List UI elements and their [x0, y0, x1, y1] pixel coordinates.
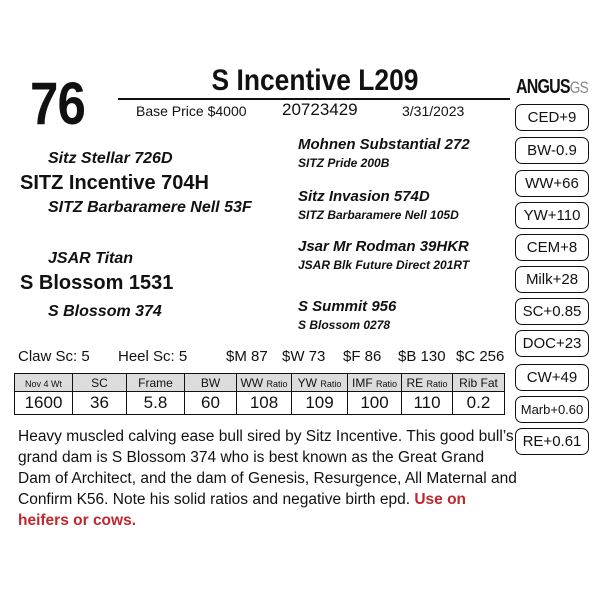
- header-cell: IMF Ratio: [348, 374, 402, 392]
- dam-dam-dam: S Blossom 0278: [298, 318, 391, 332]
- m-index: $M 87: [226, 348, 268, 365]
- value-cell: 108: [237, 392, 292, 415]
- scores-row: [18, 348, 508, 368]
- heel-score: Heel Sc: 5: [118, 348, 188, 365]
- birth-date: 3/31/2023: [402, 103, 465, 119]
- header-cell: BW: [185, 374, 237, 392]
- header-cell: YW Ratio: [292, 374, 348, 392]
- value-cell: 1600: [15, 392, 73, 415]
- registration-number: 20723429: [282, 100, 358, 119]
- epd-yw: YW+110: [515, 202, 589, 229]
- value-cell: 5.8: [127, 392, 185, 415]
- sire: SITZ Incentive 704H: [20, 172, 209, 194]
- lot-number: 76: [30, 70, 86, 137]
- epd-milk: Milk+28: [515, 266, 589, 293]
- angus-gs-logo: ANGUSGS: [516, 76, 588, 98]
- sire-sire-dam: SITZ Pride 200B: [298, 156, 390, 170]
- performance-header-row: [15, 374, 505, 392]
- epd-marb: Marb+0.60: [515, 396, 589, 423]
- f-index: $F 86: [343, 348, 382, 365]
- epd-cw: CW+49: [515, 364, 589, 391]
- header-cell: Frame: [127, 374, 185, 392]
- value-cell: 109: [292, 392, 348, 415]
- header-cell: WW Ratio: [237, 374, 292, 392]
- header-cell: Nov 4 Wt: [15, 374, 73, 392]
- value-cell: 110: [402, 392, 453, 415]
- description-emphasis: Use on heifers or cows.: [18, 491, 467, 529]
- epd-ww: WW+66: [515, 170, 589, 197]
- sire-sire: Sitz Stellar 726D: [48, 150, 173, 167]
- performance-table: [14, 373, 505, 415]
- w-index: $W 73: [282, 348, 326, 365]
- dam-sire-sire: Jsar Mr Rodman 39HKR: [298, 238, 469, 255]
- sire-dam-dam: SITZ Barbaramere Nell 105D: [298, 208, 459, 222]
- epd-bw: BW-0.9: [515, 137, 589, 164]
- epd-cem: CEM+8: [515, 234, 589, 261]
- value-cell: 100: [348, 392, 402, 415]
- performance-value-row: [15, 392, 505, 415]
- description: [18, 426, 518, 531]
- epd-re: RE+0.61: [515, 428, 589, 455]
- value-cell: 0.2: [453, 392, 505, 415]
- sire-sire-sire: Mohnen Substantial 272: [298, 136, 470, 153]
- dam: S Blossom 1531: [20, 272, 174, 294]
- c-index: $C 256: [456, 348, 505, 365]
- epd-doc: DOC+23: [515, 330, 589, 357]
- animal-name: S Incentive L209: [211, 64, 419, 97]
- value-cell: 60: [185, 392, 237, 415]
- claw-score: Claw Sc: 5: [18, 348, 90, 365]
- b-index: $B 130: [398, 348, 446, 365]
- dam-dam-sire: S Summit 956: [298, 298, 397, 315]
- sire-dam: SITZ Barbaramere Nell 53F: [48, 199, 252, 216]
- header-cell: SC: [73, 374, 127, 392]
- epd-ced: CED+9: [515, 104, 589, 131]
- sire-dam-sire: Sitz Invasion 574D: [298, 188, 430, 205]
- base-price: Base Price $4000: [136, 103, 247, 119]
- dam-dam: S Blossom 374: [48, 303, 162, 320]
- header-cell: Rib Fat: [453, 374, 505, 392]
- header-cell: RE Ratio: [402, 374, 453, 392]
- epd-sc: SC+0.85: [515, 298, 589, 325]
- description-text: Heavy muscled calving ease bull sired by Sitz Incentive. This good bull’s grand dam is S Blossom 374 who is best known as the Great Grand Dam of Architect, and the dam of Genesis, Resurgence, All Maternal and Confirm K56. Note his solid ratios and negative birth epd.: [18, 428, 517, 508]
- dam-sire: JSAR Titan: [48, 250, 134, 267]
- dam-sire-dam: JSAR Blk Future Direct 201RT: [298, 258, 470, 272]
- value-cell: 36: [73, 392, 127, 415]
